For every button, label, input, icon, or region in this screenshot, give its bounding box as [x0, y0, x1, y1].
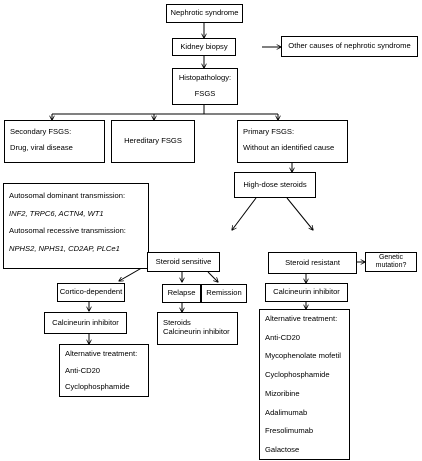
calcineurin-inhibitor-left-box — [44, 312, 127, 334]
histopathology-box — [172, 68, 238, 105]
relapse-label: Relapse — [167, 288, 196, 298]
histopathology-title: Histopathology: — [178, 73, 232, 83]
steroid-sensitive-label: Steroid sensitive — [155, 256, 212, 266]
alternative-treatment-right-item: Fresolimumab — [265, 426, 314, 436]
arrow-steroids-to-resistant — [287, 198, 313, 230]
steroid-sensitive-box — [147, 252, 220, 272]
genetic-mutation-box — [365, 252, 417, 272]
arrow-steroids-to-sensitive — [232, 198, 256, 230]
alternative-treatment-right-item: Adalimumab — [265, 407, 308, 417]
relapse-treatment-item: Steroids — [163, 318, 191, 327]
other-causes-label: Other causes of nephrotic syndrome — [288, 41, 411, 51]
calcineurin-inhibitor-left-label: Calcineurin inhibitor — [52, 317, 119, 327]
alternative-treatment-right-item: Anti-CD20 — [265, 332, 301, 342]
histopathology-value: FSGS — [194, 89, 216, 98]
kidney-biopsy-box — [172, 38, 236, 56]
nephrotic-syndrome-label: Nephrotic syndrome — [170, 8, 239, 18]
secondary-fsgs-box — [4, 120, 105, 163]
relapse-treatment-item: Calcineurin inhibitor — [163, 326, 230, 336]
cortico-dependent-box — [57, 283, 125, 302]
alternative-treatment-right-item: Cyclophosphamide — [265, 370, 330, 380]
hereditary-fsgs-label: Hereditary FSGS — [124, 136, 182, 146]
recessive-transmission-title: Autosomal recessive transmission: — [9, 226, 126, 236]
remission-box — [201, 284, 247, 303]
nephrotic-syndrome-box — [166, 4, 243, 23]
calcineurin-inhibitor-right-box — [265, 283, 348, 302]
recessive-genes: NPHS2, NPHS1, CD2AP, PLCe1 — [9, 244, 120, 254]
high-dose-steroids-label: High-dose steroids — [243, 179, 307, 189]
hereditary-fsgs-box — [111, 120, 195, 163]
dominant-genes: INF2, TRPC6, ACTN4, WT1 — [9, 208, 104, 218]
alternative-treatment-left-item: Anti-CD20 — [65, 365, 101, 375]
relapse-treatment-box — [157, 312, 238, 345]
secondary-fsgs-detail: Drug, viral disease — [10, 142, 73, 152]
primary-fsgs-box — [237, 120, 348, 163]
alternative-treatment-left-title: Alternative treatment: — [65, 349, 138, 358]
high-dose-steroids-box — [234, 172, 316, 198]
alternative-treatment-right-item: Galactose — [265, 445, 300, 455]
cortico-dependent-label: Cortico-dependent — [59, 287, 123, 297]
genetic-transmission-box — [3, 183, 149, 269]
other-causes-box — [281, 36, 418, 57]
alternative-treatment-left-box — [59, 344, 149, 397]
alternative-treatment-left-item: Cyclophosphamide — [65, 382, 130, 392]
alternative-treatment-right-item: Mizoribine — [265, 388, 300, 398]
alternative-treatment-right-title: Alternative treatment: — [265, 314, 338, 323]
kidney-biopsy-label: Kidney biopsy — [180, 41, 228, 51]
alternative-treatment-right-box — [259, 309, 350, 460]
secondary-fsgs-title: Secondary FSGS: — [10, 127, 72, 136]
dominant-transmission-title: Autosomal dominant transmission: — [9, 191, 126, 200]
relapse-box — [162, 284, 201, 303]
remission-label: Remission — [206, 288, 242, 298]
calcineurin-inhibitor-right-label: Calcineurin inhibitor — [273, 287, 340, 297]
steroid-resistant-label: Steroid resistant — [285, 257, 340, 267]
arrow-sensitive-to-remission — [208, 272, 218, 282]
alternative-treatment-right-item: Mycophenolate mofetil — [265, 351, 341, 361]
primary-fsgs-detail: Without an identified cause — [243, 142, 335, 152]
genetic-mutation-label: Genetic mutation? — [375, 253, 407, 269]
primary-fsgs-title: Primary FSGS: — [243, 127, 295, 136]
steroid-resistant-box — [268, 252, 357, 274]
